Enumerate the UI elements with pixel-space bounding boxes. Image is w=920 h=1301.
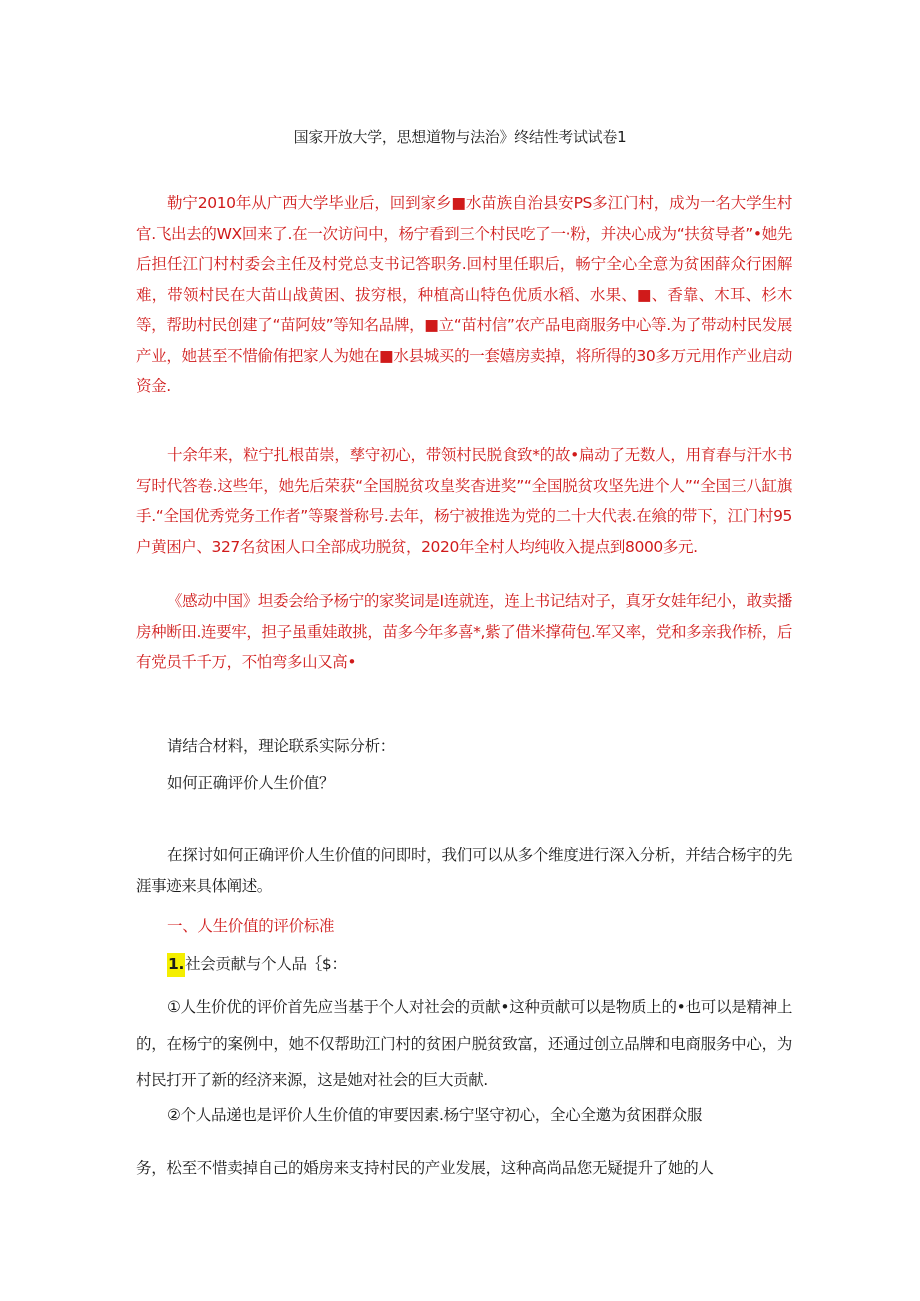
- point-1-block: [136, 989, 792, 1099]
- material-section: [136, 188, 792, 402]
- answer-intro: 在探讨如何正确评价人生价值的问即时，我们可以从多个维度进行深入分析，并结合杨宇的先涯事迹来具体阐述。: [136, 846, 792, 895]
- material-paragraph-3: 《感动中国》坦委会给予杨宁的家奖词是I连就连，连上书记结对子，真牙女娃年纪小，敢卖播房种断田.连要牢，担子虽重娃敢挑，苗多今年多喜*,紫了借米撑荷包.军又率，党和多亲我作桥，后有党员千千万，不怕弯多山又高•: [136, 592, 792, 671]
- point-2-continued: 务，松至不惜卖掉自己的婚房来支持村民的产业发展，这种高尚品您无疑提升了她的人: [136, 1159, 714, 1177]
- exam-title: 国家开放大学，思想道物与法治》终结性考试试卷1: [293, 128, 627, 146]
- material-section-3: [136, 586, 792, 678]
- answer-intro-block: [136, 840, 792, 901]
- material-paragraph-1: 勒宁2010年从广西大学毕业后，回到家乡■水苗族自治县安PS多江门村，成为一名大学生村官.飞出去的WX回来了.在一次访问中，杨宁看到三个村民吃了一·粉，并决心成为“扶贫导者”•她先后担任江门村村委会主任及村党总支书记答职务.回村里任职后，畅宁全心全意为贫困薛众行困解难，带领村民在大苗山战黄困、拔穷根，种植高山特色优质水稻、水果、■、香靠、木耳、杉木等，帮助村民创建了“苗阿妓”等知名品牌，■立“苗村信”农产品电商服务中心等.为了带动村民发展产业，她甚至不惜偷侑把家人为她在■水县城买的一套嬉房卖掉，将所得的30多万元用作产业启动资金.: [136, 194, 792, 395]
- item-label: 社会贡献与个人品｛$：: [185, 955, 347, 973]
- item-heading: [167, 953, 823, 975]
- material-paragraph-2: 十余年来，粒宁扎根苗崇，孳守初心，带领村民脱食致*的故•扁动了无数人，用育春与汗水书写时代答卷.这些年，她先后荣获“全国脱贫攻皇奖杳进奖”“全国脱贫攻坚先进个人”“全国三八缸旗手.“全国优秀党务工作者”等聚誉称号.去年，杨宁被推选为党的二十大代表.在飨的带下，江门村95户黄困户、327名贫困人口全部成功脱贫，2020年全村人均纯收入提点到8000多元.: [136, 446, 792, 556]
- highlight-number: 1.: [167, 953, 185, 977]
- question-text: 如何正确评价人生价值？: [167, 774, 335, 792]
- material-section-2: [136, 440, 792, 562]
- section-heading: 一、人生价值的评价标准: [167, 917, 335, 935]
- point-2: ②个人品递也是评价人生价值的审要因素.杨宁坚守初心，全心全邀为贫困群众服: [167, 1106, 703, 1124]
- analysis-prompt: 请结合材料，理论联系实际分析：: [167, 737, 396, 755]
- point-1: ①人生价优的评价首先应当基于个人对社会的贡献•这种贡献可以是物质上的•也可以是精神上的，在杨宁的案例中，她不仅帮助江门村的贫困户脱贫致富，还通过创立品牌和电商服务中心，为村民打开了新的经济来源，这是她对社会的巨大贡献.: [136, 998, 792, 1089]
